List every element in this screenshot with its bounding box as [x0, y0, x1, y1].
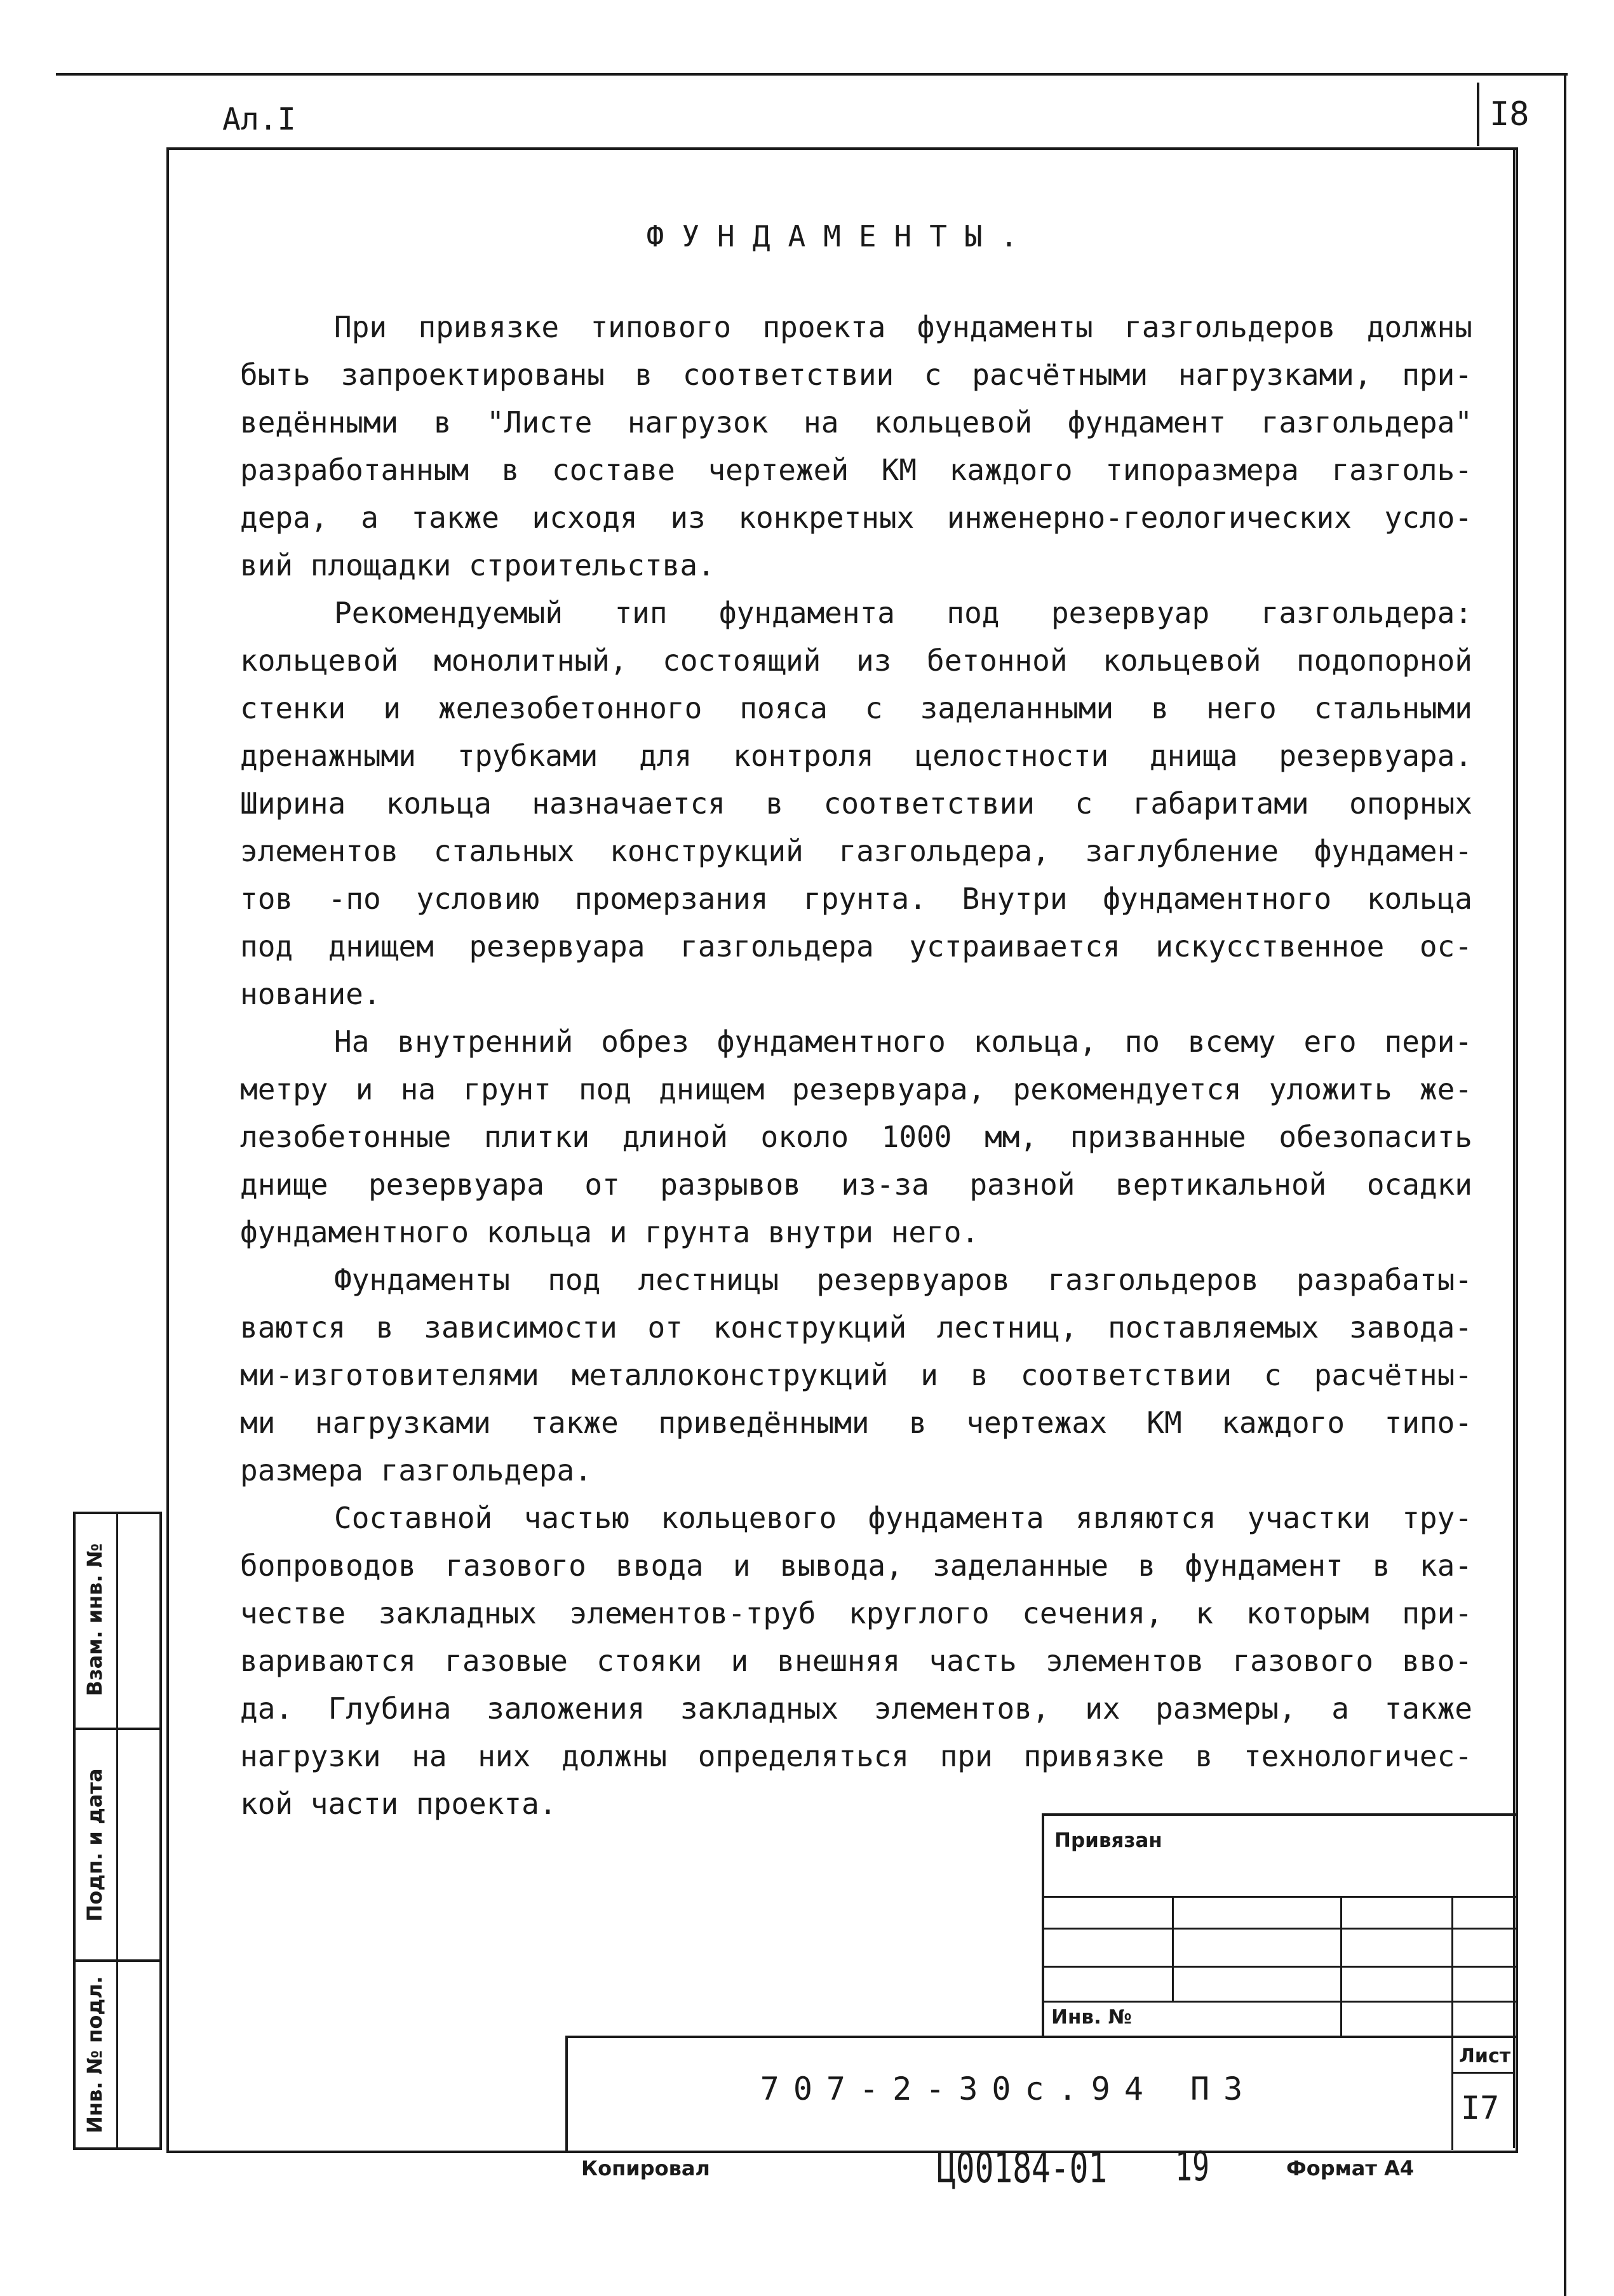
top-border-line: [56, 73, 1568, 76]
paragraph: [240, 589, 1472, 1018]
paragraph-line: да. Глубина заложения закладных элементов, их размеры, а также: [240, 1691, 1472, 1726]
stamp-row-line-2: [1042, 1928, 1516, 1930]
paragraph-line: нагрузки на них должны определяться при привязке в технологичес-: [240, 1739, 1472, 1773]
paragraph-line: разработанным в составе чертежей КМ каждого типоразмера газголь-: [240, 453, 1472, 487]
paragraph-line: элементов стальных конструкций газгольдера, заглубление фундамен-: [240, 834, 1472, 868]
paragraph-line: тов -по условию промерзания грунта. Внутри фундаментного кольца: [240, 882, 1472, 916]
paragraph-line: метру и на грунт под днищем резервуара, рекомендуется уложить же-: [240, 1072, 1472, 1106]
stamp-row-line-1: [1042, 1896, 1516, 1898]
paragraph-line: дера, а также исходя из конкретных инженерно-геологических усло-: [240, 500, 1472, 535]
stamp-inv-no-label: Инв. №: [1051, 2006, 1132, 2029]
paragraph-line: лезобетонные плитки длиной около 1000 мм, призванные обезопасить: [240, 1120, 1472, 1154]
footer-handwritten-code: Ц00184-01: [937, 2144, 1108, 2192]
paragraph: [240, 1494, 1472, 1828]
paragraph-line: фундаментного кольца и грунта внутри него.: [240, 1215, 979, 1249]
document-body: [240, 304, 1472, 1828]
footer-kopiroval: Копировал: [581, 2156, 710, 2180]
paragraph-line: ми-изготовителями металлоконструкций и в соответствии с расчётны-: [240, 1358, 1472, 1392]
stamp-col-line-1: [1172, 1896, 1174, 2001]
paragraph-line: Составной частью кольцевого фундамента являются участки тру-: [334, 1501, 1472, 1535]
stamp-row-line-4: [1042, 2001, 1516, 2003]
paragraph-line: бопроводов газового ввода и вывода, заделанные в фундамент в ка-: [240, 1548, 1472, 1583]
album-label: Ал.I: [222, 102, 296, 137]
margin-table-divider-vertical: [116, 1512, 118, 2150]
paragraph: [240, 1018, 1472, 1256]
paragraph-line: размера газгольдера.: [240, 1453, 592, 1487]
page-title: ФУНДАМЕНТЫ.: [646, 219, 1036, 253]
designation-list-divider: [1451, 2036, 1453, 2150]
paragraph-line: днище резервуара от разрывов из-за разной вертикальной осадки: [240, 1167, 1472, 1202]
paragraph-line: Ширина кольца назначается в соответствии с габаритами опорных: [240, 786, 1472, 821]
margin-table-divider-1: [73, 1728, 162, 1730]
paragraph-line: быть запроектированы в соответствии с расчётными нагрузками, при-: [240, 358, 1472, 392]
paragraph-line: кольцевой монолитный, состоящий из бетонной кольцевой подопорной: [240, 643, 1472, 678]
paragraph-line: При привязке типового проекта фундаменты газгольдеров должны: [334, 310, 1472, 344]
margin-label-vzam-inv: Взам. инв. №: [83, 1543, 107, 1696]
paragraph-line: нование.: [240, 977, 381, 1011]
stamp-sheet-number: I7: [1461, 2090, 1500, 2126]
stamp-col-line-3: [1451, 1896, 1453, 2036]
stamp-designation: 707-2-30с.94 ПЗ: [760, 2071, 1257, 2107]
margin-label-podp-data: Подп. и дата: [83, 1768, 107, 1922]
paragraph-line: стенки и железобетонного пояса с заделанными в него стальными: [240, 691, 1472, 725]
paragraph-line: ми нагрузками также приведёнными в чертежах КМ каждого типо-: [240, 1406, 1472, 1440]
paragraph-line: ваются в зависимости от конструкций лестниц, поставляемых завода-: [240, 1310, 1472, 1345]
paragraph-line: вариваются газовые стояки и внешняя часть элементов газового вво-: [240, 1644, 1472, 1678]
right-border-line: [1564, 73, 1566, 2296]
footer-handwritten-num: 19: [1175, 2144, 1209, 2191]
paragraph-line: дренажными трубками для контроля целостности днища резервуара.: [240, 739, 1472, 773]
paragraph-line: Фундаменты под лестницы резервуаров газгольдеров разрабаты-: [334, 1263, 1472, 1297]
margin-label-inv-podl: Инв. № подл.: [83, 1976, 107, 2133]
paragraph-line: кой части проекта.: [240, 1787, 557, 1821]
stamp-privyazan-label: Привязан: [1054, 1829, 1162, 1852]
stamp-col-line-2: [1340, 1896, 1342, 2036]
paragraph-line: ведёнными в "Листе нагрузок на кольцевой фундамент газгольдера": [240, 405, 1472, 440]
paragraph: [240, 304, 1472, 589]
paragraph-line: На внутренний обрез фундаментного кольца, по всему его пери-: [334, 1024, 1472, 1059]
paragraph: [240, 1256, 1472, 1494]
paragraph-line: под днищем резервуара газгольдера устраивается искусственное ос-: [240, 929, 1472, 963]
designation-list-label-line: [1451, 2072, 1515, 2074]
footer-format: Формат А4: [1286, 2156, 1415, 2180]
page-number: I8: [1490, 95, 1530, 133]
paragraph-line: Рекомендуемый тип фундамента под резервуар газгольдера:: [334, 596, 1472, 630]
stamp-list-label: Лист: [1459, 2045, 1511, 2067]
stamp-row-line-3: [1042, 1966, 1516, 1968]
paragraph-line: вий площадки строительства.: [240, 548, 715, 582]
paragraph-line: честве закладных элементов-труб круглого сечения, к которым при-: [240, 1596, 1472, 1630]
